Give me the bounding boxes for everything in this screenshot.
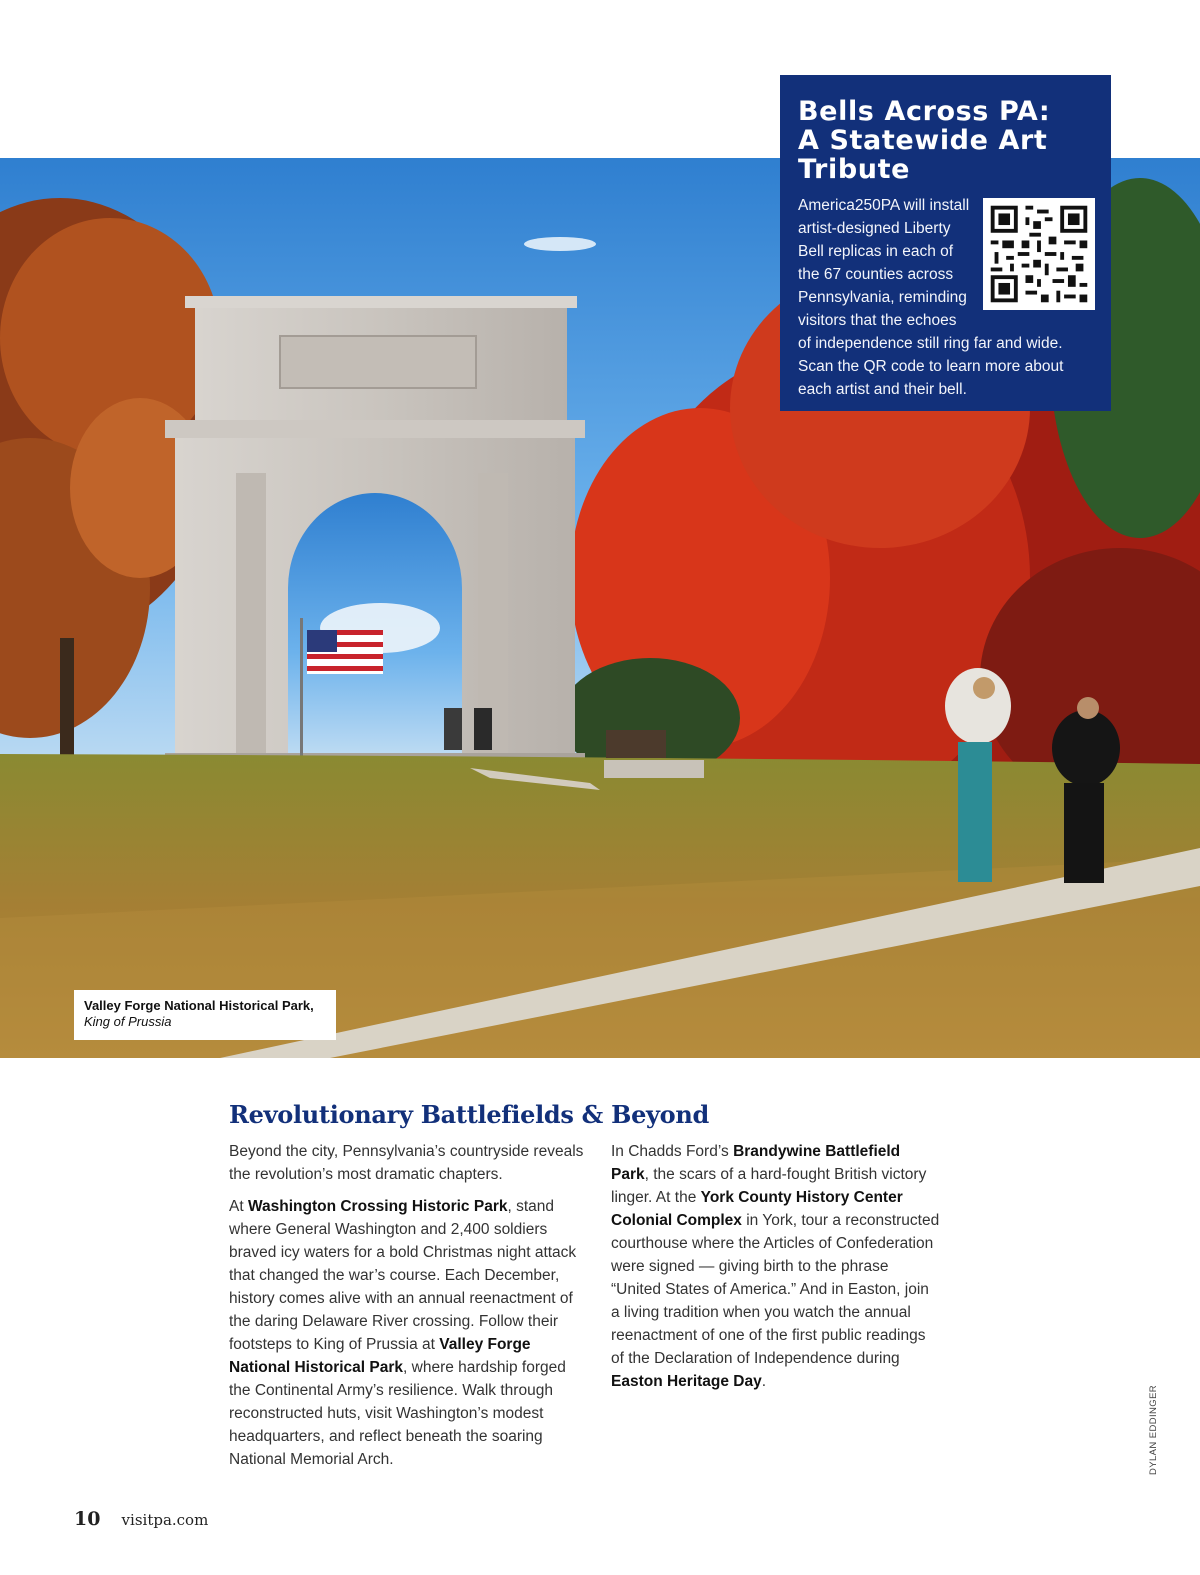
photo-credit: DYLAN EDDINGER xyxy=(1148,1384,1159,1475)
sidebar-body: America250PA will install artist-designed Liberty Bell replicas in each of the 67 counties across Pennsylvania, reminding visitors that the echoes of independence still ring far and wide. Scan the QR code to learn more about each artist and their bell. xyxy=(798,197,1064,398)
paragraph-brandywine xyxy=(611,1140,941,1393)
article-column-right xyxy=(611,1140,941,1402)
text-run: , the scars of a hard-fought British victory linger. At the xyxy=(611,1166,927,1206)
article-heading: Revolutionary Battlefields & Beyond xyxy=(229,1100,710,1129)
caption-subtitle: King of Prussia xyxy=(84,1014,172,1029)
text-run: in York, tour a reconstructed courthouse where the Articles of Confederation were signed — giving birth to the phrase “United States of America.” And in Easton, join a living tradition when you watch the annual reenactment of one of the first public readings of the Declaration of Independence during xyxy=(611,1212,940,1367)
site-url[interactable]: visitpa.com xyxy=(121,1511,209,1529)
sidebar-body-wrap xyxy=(798,194,1093,401)
event-easton-heritage-day: Easton Heritage Day xyxy=(611,1373,762,1390)
paragraph-washington-crossing xyxy=(229,1195,584,1471)
text-run: , where hardship forged the Continental Army’s resilience. Walk through reconstructed huts, visit Washington’s modest headquarters, and reflect beneath the soaring National Memorial Arch. xyxy=(229,1359,566,1468)
text-run: At xyxy=(229,1198,248,1215)
photo-caption xyxy=(74,990,336,1040)
page-footer xyxy=(74,1508,208,1530)
caption-title: Valley Forge National Historical Park, xyxy=(84,998,314,1013)
page-number: 10 xyxy=(74,1508,101,1530)
qr-code-graphic xyxy=(983,198,1095,310)
article-column-left xyxy=(229,1140,584,1480)
bells-sidebar xyxy=(780,75,1111,411)
text-run: , stand where General Washington and 2,400 soldiers braved icy waters for a bold Christmas night attack that changed the war’s course. Each December, history comes alive with an annual reenactment of the daring Delaware River crossing. Follow their footsteps to King of Prussia at xyxy=(229,1198,577,1353)
text-run: In Chadds Ford’s xyxy=(611,1143,734,1160)
text-run: . xyxy=(761,1373,767,1390)
sidebar-title: Bells Across PA: A Statewide Art Tribute xyxy=(798,96,1051,185)
paragraph-intro: Beyond the city, Pennsylvania’s countryside reveals the revolution’s most dramatic chapters. xyxy=(229,1143,584,1183)
qr-code-icon[interactable] xyxy=(983,198,1095,310)
place-brandywine: Brandywine Battlefield Park xyxy=(611,1143,901,1183)
place-washington-crossing: Washington Crossing Historic Park xyxy=(247,1198,508,1215)
place-york-county: York County History Center Colonial Complex xyxy=(611,1189,903,1229)
place-valley-forge: Valley Forge National Historical Park xyxy=(229,1336,531,1376)
national-memorial-arch xyxy=(165,296,585,763)
